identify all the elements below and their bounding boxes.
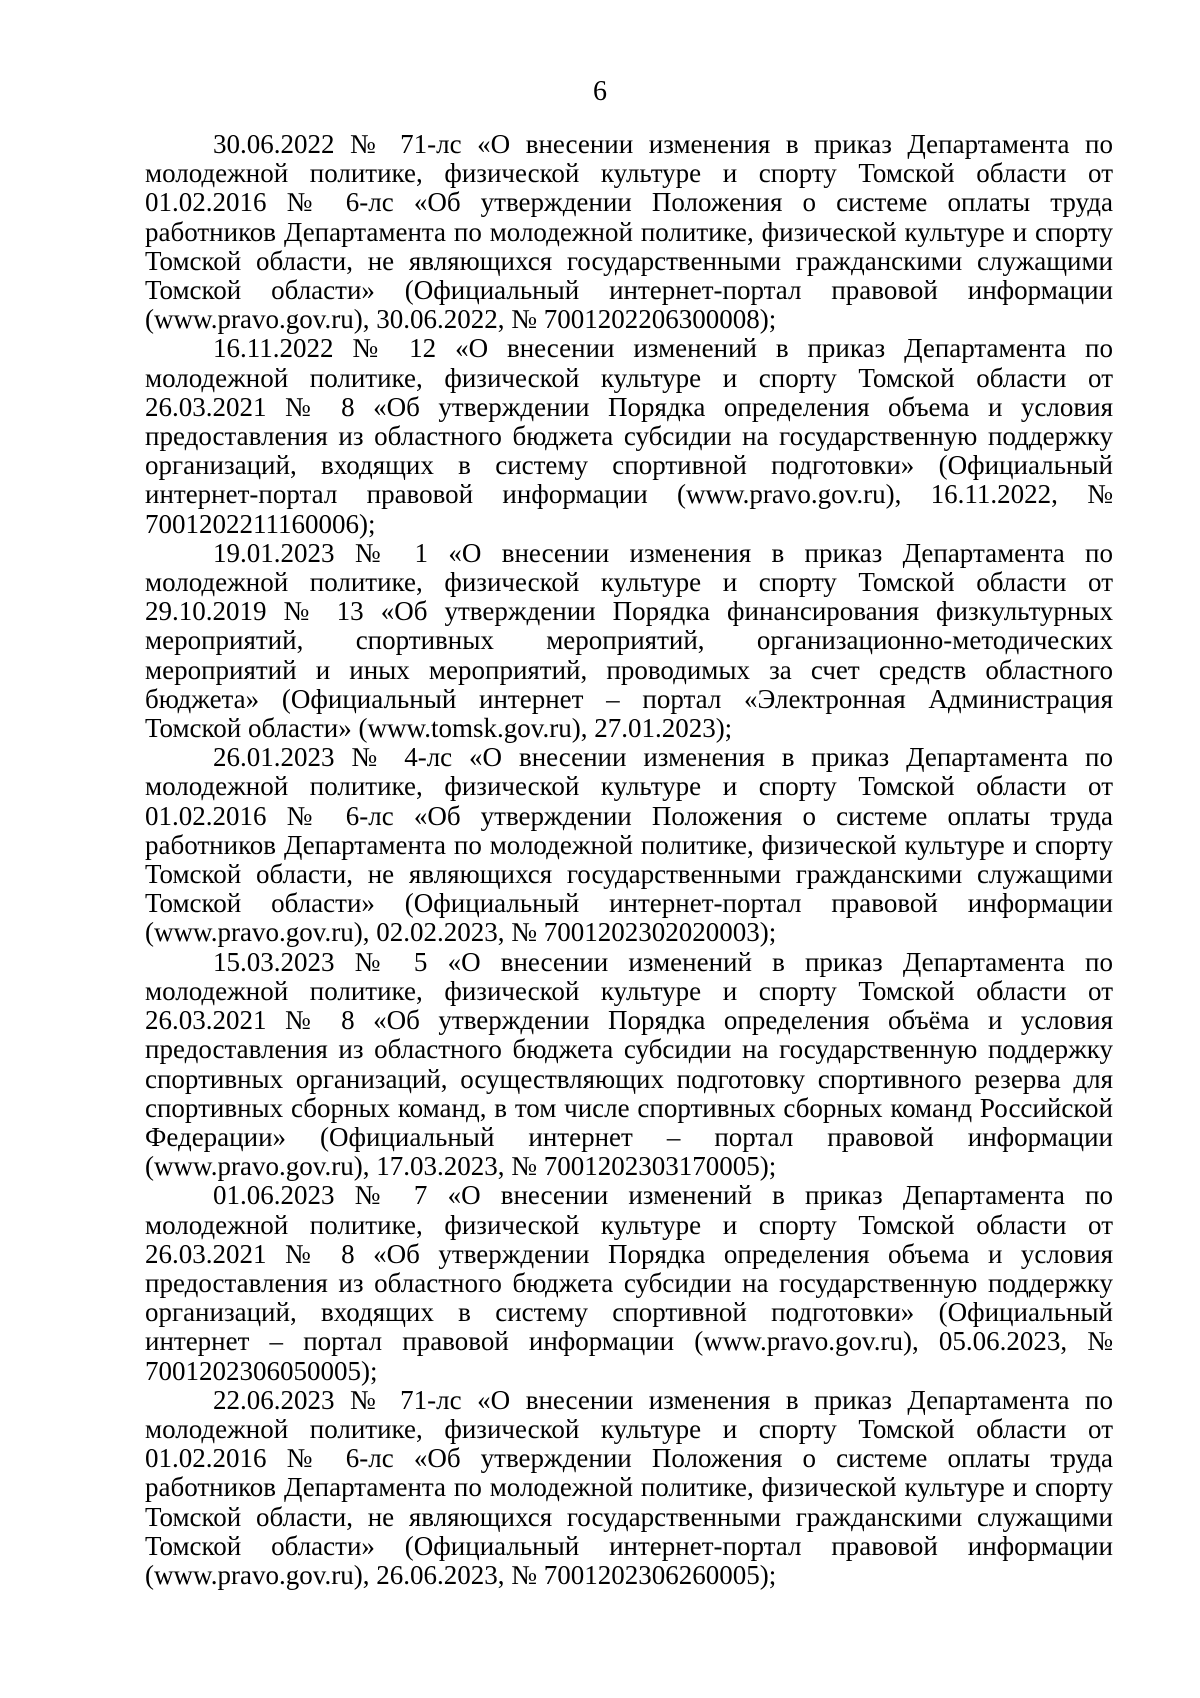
list-item: 26.01.2023 № 4-лс «О внесении изменения в приказ Департамента по молодежной политике, физической культуре и спорту Томской области от 01.02.2016 № 6-лс «Об утверждении Положения о системе оплаты труда работников Департамента по молодежной политике, физической культуре и спорту Томской области, не являющихся государственными гражданскими служащими Томской области» (Официальный интернет-портал правовой информации (www.pravo.gov.ru), 02.02.2023, № 7001202302020003); [145, 742, 1113, 948]
list-item: 30.06.2022 № 71-лс «О внесении изменения в приказ Департамента по молодежной политике, физической культуре и спорту Томской области от 01.02.2016 № 6-лс «Об утверждении Положения о системе оплаты труда работников Департамента по молодежной политике, физической культуре и спорту Томской области, не являющихся государственными гражданскими служащими Томской области» (Официальный интернет-портал правовой информации (www.pravo.gov.ru), 30.06.2022, № 7001202206300008); [145, 129, 1113, 335]
page-number: 6 [593, 76, 607, 107]
list-item: 15.03.2023 № 5 «О внесении изменений в приказ Департамента по молодежной политике, физической культуре и спорту Томской области от 26.03.2021 № 8 «Об утверждении Порядка определения объёма и условия предоставления из областного бюджета субсидии на государственную поддержку спортивных организаций, осуществляющих подготовку спортивного резерва для спортивных сборных команд, в том числе спортивных сборных команд Российской Федерации» (Официальный интернет – портал правовой информации (www.pravo.gov.ru), 17.03.2023, № 7001202303170005); [145, 946, 1113, 1182]
list-item: 19.01.2023 № 1 «О внесении изменения в приказ Департамента по молодежной политике, физической культуре и спорту Томской области от 29.10.2019 № 13 «Об утверждении Порядка финансирования физкультурных мероприятий, спортивных мероприятий, организационно-методических мероприятий и иных мероприятий, проводимых за счет средств областного бюджета» (Официальный интернет – портал «Электронная Администрация Томской области» (www.tomsk.gov.ru), 27.01.2023); [145, 537, 1113, 744]
list-item: 16.11.2022 № 12 «О внесении изменений в приказ Департамента по молодежной политике, физической культуре и спорту Томской области от 26.03.2021 № 8 «Об утверждении Порядка определения объема и условия предоставления из областного бюджета субсидии на государственную поддержку организаций, входящих в систему спортивной подготовки» (Официальный интернет-портал правовой информации (www.pravo.gov.ru), 16.11.2022, № 7001202211160006); [145, 333, 1113, 539]
list-item: 01.06.2023 № 7 «О внесении изменений в приказ Департамента по молодежной политике, физической культуре и спорту Томской области от 26.03.2021 № 8 «Об утверждении Порядка определения объема и условия предоставления из областного бюджета субсидии на государственную поддержку организаций, входящих в систему спортивной подготовки» (Официальный интернет – портал правовой информации (www.pravo.gov.ru), 05.06.2023, № 7001202306050005); [145, 1180, 1113, 1386]
list-item: 22.06.2023 № 71-лс «О внесении изменения в приказ Департамента по молодежной политике, физической культуре и спорту Томской области от 01.02.2016 № 6-лс «Об утверждении Положения о системе оплаты труда работников Департамента по молодежной политике, физической культуре и спорту Томской области, не являющихся государственными гражданскими служащими Томской области» (Официальный интернет-портал правовой информации (www.pravo.gov.ru), 26.06.2023, № 7001202306260005); [145, 1384, 1113, 1590]
document-body [145, 130, 1113, 1590]
